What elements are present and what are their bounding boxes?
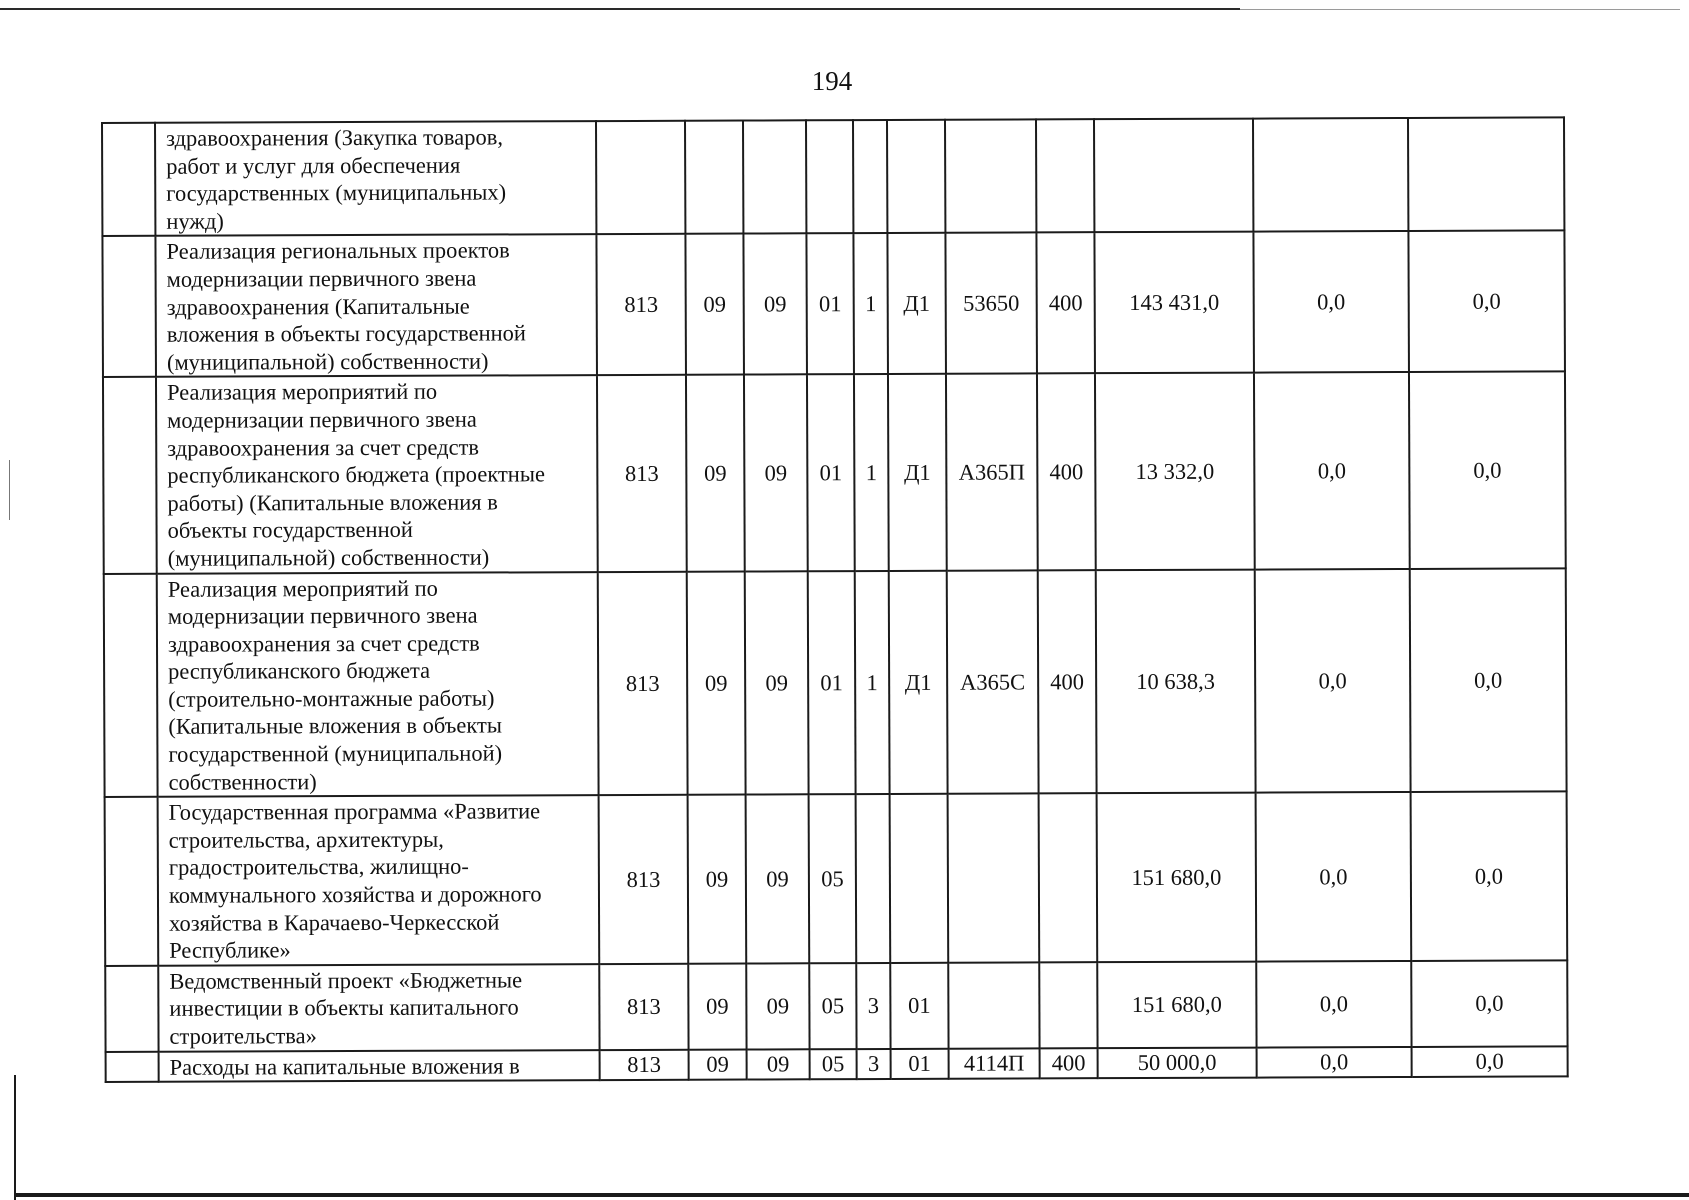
program-code-cell: [806, 120, 853, 234]
section-code-cell: [685, 121, 743, 235]
program-code-cell: 05: [809, 794, 857, 963]
item-name-line: здравоохранения за счет средств: [167, 434, 480, 461]
item-name-line: государственных (муниципальных): [166, 179, 507, 206]
item-name-line: нужд): [166, 208, 224, 234]
item-name-line: вложения в объекты государственной: [166, 320, 526, 347]
item-name-line: Государственная программа «Развитие: [168, 798, 541, 825]
amount-year3-cell: 0,0: [1409, 372, 1566, 569]
amount-year1-cell: 151 680,0: [1097, 961, 1256, 1047]
amount-year2-cell: 0,0: [1255, 568, 1411, 792]
main-event-cell: Д1: [889, 570, 948, 794]
row-number-cell: [105, 966, 158, 1052]
item-name-line: модернизации первичного звена: [167, 406, 477, 433]
ministry-code-cell: 813: [599, 964, 688, 1050]
program-code-cell: 01: [807, 374, 855, 570]
main-event-cell: Д1: [887, 233, 946, 374]
main-event-cell: [887, 120, 945, 234]
program-code-cell: 01: [806, 233, 854, 374]
item-name-line: государственной (муниципальной): [168, 740, 503, 767]
row-number-cell: [105, 797, 159, 966]
item-name-line: Реализация региональных проектов: [166, 237, 510, 265]
direction-code-cell: [945, 119, 1036, 233]
item-name-line: республиканского бюджета: [168, 658, 431, 685]
scan-edge-bottom: [14, 1193, 1689, 1197]
subprogram-type-cell: 3: [857, 1049, 891, 1080]
amount-year2-cell: [1253, 118, 1408, 232]
ministry-code-cell: 813: [599, 795, 689, 964]
subprogram-type-cell: [853, 120, 887, 234]
main-event-cell: 01: [890, 963, 948, 1049]
item-name-line: Реализация мероприятий по: [167, 575, 438, 602]
item-name-cell: [158, 795, 600, 965]
ministry-code-cell: [596, 121, 685, 235]
subsection-code-cell: 09: [744, 375, 808, 571]
program-code-cell: 01: [808, 571, 856, 795]
subprogram-type-cell: 1: [855, 570, 890, 794]
section-code-cell: 09: [688, 963, 746, 1049]
budget-table: [101, 116, 1569, 1083]
direction-code-cell: [948, 962, 1039, 1048]
scan-edge-left: [14, 1075, 16, 1200]
program-code-cell: 05: [810, 1049, 857, 1080]
item-name-cell: [156, 375, 598, 573]
item-name-cell: [157, 572, 599, 797]
amount-year2-cell: 0,0: [1256, 961, 1411, 1047]
row-number-cell: [106, 1051, 159, 1082]
item-name-line: работ и услуг для обеспечения: [166, 152, 461, 179]
amount-year1-cell: 151 680,0: [1097, 793, 1257, 962]
expense-type-cell: 400: [1038, 570, 1097, 794]
item-name-line: республиканского бюджета (проектные: [167, 461, 545, 488]
item-name-line: работы) (Капитальные вложения в: [167, 489, 498, 516]
direction-code-cell: 4114П: [949, 1048, 1040, 1079]
scan-mark-left: [9, 460, 10, 520]
expense-type-cell: 400: [1037, 374, 1096, 570]
expense-type-cell: 400: [1040, 1048, 1098, 1079]
item-name-line: модернизации первичного звена: [166, 265, 477, 292]
item-name-line: хозяйства в Карачаево-Черкесской: [169, 909, 500, 936]
scan-edge-top: [0, 8, 1240, 10]
item-name-line: здравоохранения (Закупка товаров,: [166, 124, 503, 151]
subsection-code-cell: 09: [746, 963, 809, 1049]
item-name-line: Ведомственный проект «Бюджетные: [169, 967, 523, 994]
section-code-cell: 09: [685, 234, 744, 375]
item-name-cell: [155, 234, 597, 377]
amount-year2-cell: 0,0: [1254, 372, 1410, 569]
main-event-cell: Д1: [888, 374, 947, 570]
subprogram-type-cell: [856, 794, 891, 963]
main-event-cell: 01: [891, 1048, 949, 1079]
amount-year3-cell: 0,0: [1412, 1046, 1568, 1077]
subprogram-type-cell: 1: [853, 233, 888, 374]
item-name-line: здравоохранения (Капитальные: [166, 293, 470, 320]
subsection-code-cell: 09: [746, 795, 810, 964]
subprogram-type-cell: 1: [854, 374, 889, 570]
item-name-line: строительства»: [169, 1023, 317, 1049]
item-name-cell: [158, 964, 599, 1051]
row-number-cell: [102, 236, 156, 377]
amount-year3-cell: 0,0: [1408, 231, 1565, 373]
table-row: [106, 1046, 1568, 1082]
item-name-line: Реализация мероприятий по: [166, 379, 438, 406]
main-event-cell: [890, 794, 949, 963]
program-code-cell: 05: [809, 963, 856, 1049]
expense-type-cell: [1039, 793, 1098, 962]
ministry-code-cell: 813: [596, 234, 686, 375]
expense-type-cell: [1036, 119, 1094, 233]
page-number: 194: [811, 66, 853, 96]
subsection-code-cell: 09: [743, 234, 807, 375]
direction-code-cell: А365С: [947, 570, 1039, 794]
amount-year3-cell: 0,0: [1411, 960, 1567, 1046]
item-name-line: коммунального хозяйства и дорожного: [168, 881, 542, 908]
table-row: [102, 231, 1565, 378]
subsection-code-cell: [743, 120, 806, 234]
row-number-cell: [102, 123, 155, 237]
item-name-line: собственности): [168, 768, 317, 795]
item-name-line: (Капитальные вложения в объекты: [168, 712, 503, 740]
table-row: [105, 960, 1567, 1051]
item-name-cell: [155, 121, 596, 236]
subsection-code-cell: 09: [745, 571, 809, 795]
item-name-line: объекты государственной: [167, 517, 413, 544]
item-name-line: строительства, архитектуры,: [168, 826, 444, 853]
amount-year1-cell: 13 332,0: [1095, 373, 1255, 570]
amount-year3-cell: 0,0: [1411, 792, 1568, 961]
amount-year1-cell: 143 431,0: [1094, 232, 1254, 374]
item-name-line: Расходы на капитальные вложения в: [169, 1052, 520, 1080]
section-code-cell: 09: [686, 375, 745, 571]
row-number-cell: [104, 573, 158, 797]
item-name-line: инвестиции в объекты капитального: [169, 994, 519, 1022]
item-name-line: (муниципальной) собственности): [167, 544, 490, 571]
table-row: [102, 117, 1564, 236]
ministry-code-cell: 813: [598, 571, 688, 795]
amount-year3-cell: 0,0: [1410, 568, 1567, 792]
section-code-cell: 09: [687, 571, 746, 795]
item-name-line: Республике»: [169, 937, 291, 963]
item-name-line: модернизации первичного звена: [167, 602, 478, 629]
row-number-cell: [103, 377, 157, 573]
subsection-code-cell: 09: [747, 1049, 810, 1080]
item-name-cell: [159, 1050, 600, 1082]
table-row: [104, 568, 1567, 797]
ministry-code-cell: 813: [597, 375, 687, 571]
amount-year1-cell: 10 638,3: [1096, 569, 1256, 793]
table-row: [103, 372, 1566, 574]
section-code-cell: 09: [689, 1049, 747, 1080]
amount-year2-cell: 0,0: [1253, 231, 1409, 373]
section-code-cell: 09: [688, 795, 747, 964]
table-row: [105, 792, 1568, 966]
expense-type-cell: 400: [1036, 233, 1095, 374]
item-name-line: (муниципальной) собственности): [166, 348, 489, 375]
amount-year1-cell: [1094, 119, 1253, 233]
direction-code-cell: 53650: [945, 233, 1037, 374]
item-name-line: здравоохранения за счет средств: [167, 630, 480, 657]
amount-year2-cell: 0,0: [1256, 792, 1412, 961]
direction-code-cell: А365П: [946, 374, 1038, 571]
amount-year3-cell: [1408, 117, 1564, 231]
scan-edge-top-faint: [1240, 9, 1680, 10]
expense-type-cell: [1039, 962, 1097, 1048]
item-name-line: градостроительства, жилищно-: [168, 854, 469, 881]
direction-code-cell: [948, 794, 1040, 963]
subprogram-type-cell: 3: [856, 963, 890, 1049]
amount-year1-cell: 50 000,0: [1098, 1047, 1257, 1078]
amount-year2-cell: 0,0: [1257, 1047, 1412, 1078]
ministry-code-cell: 813: [600, 1049, 689, 1080]
item-name-line: (строительно-монтажные работы): [168, 685, 495, 712]
